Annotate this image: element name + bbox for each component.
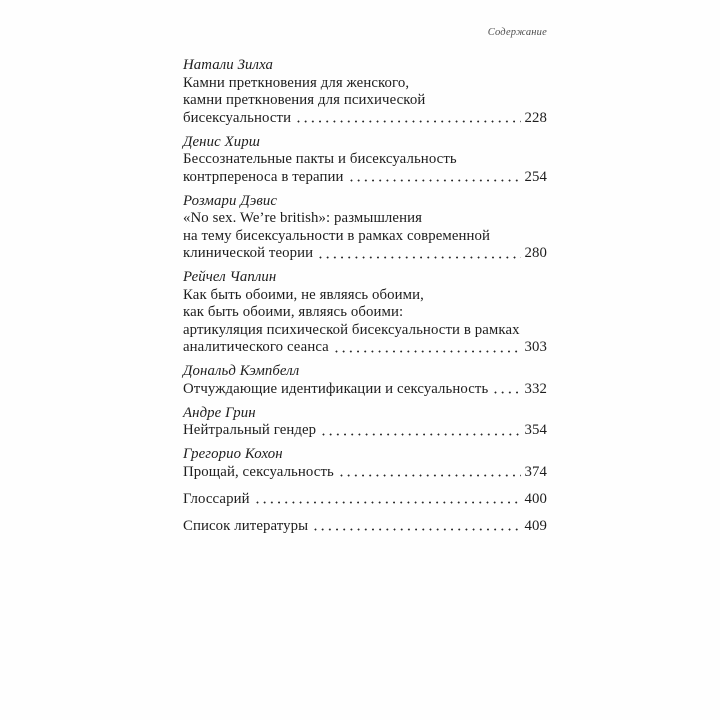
toc-entry: [183, 491, 547, 509]
toc-entry-author: Денис Хирш: [183, 133, 260, 150]
dot-leader: [319, 255, 520, 260]
toc-entry-line: Бессознательные пакты и бисексуальность: [183, 151, 457, 167]
toc-entry-line: Камни преткновения для женского,: [183, 74, 410, 91]
toc-entry-pagerow: [183, 422, 547, 440]
toc: [183, 57, 547, 542]
toc-entry: [183, 405, 547, 440]
toc-entry-line: Как быть обоими, не являясь обоими,: [183, 286, 424, 303]
toc-entry-pagerow: [183, 110, 547, 128]
toc-entry-line: на тему бисексуальности в рамках современной: [183, 227, 491, 244]
dot-leader: [494, 390, 520, 395]
toc-entry-lines: [183, 151, 547, 169]
running-header: Содержание: [487, 27, 547, 38]
toc-entry-author: Натали Зилха: [183, 57, 274, 73]
toc-entry: [183, 269, 547, 357]
dot-leader: [350, 178, 521, 183]
toc-entry-pagerow: [183, 381, 547, 399]
toc-entry: [183, 134, 547, 187]
toc-entry-pagerow: [183, 245, 547, 263]
toc-entry-author: Дональд Кэмпбелл: [183, 363, 300, 379]
toc-entry-pagerow: [183, 339, 547, 357]
toc-entry-line: как быть обоими, являясь обоими:: [183, 304, 404, 320]
toc-entry-author: Рейчел Чаплин: [183, 269, 277, 285]
toc-entry-page-number: 280: [524, 245, 547, 261]
toc-entry-pagerow: [183, 518, 547, 536]
toc-entry-lines: [183, 287, 547, 340]
toc-entry-page-number: 400: [524, 490, 547, 507]
toc-entry-lines: [183, 75, 547, 110]
toc-entry-title: контрпереноса в терапии: [183, 168, 344, 185]
dot-leader: [256, 500, 521, 505]
toc-entry-lines: [183, 210, 547, 245]
toc-entry-pagerow: [183, 169, 547, 187]
toc-entry-page-number: 254: [524, 168, 547, 185]
toc-entry-page-number: 374: [524, 463, 547, 480]
toc-entry-title: Прощай, сексуальность: [183, 463, 334, 480]
dot-leader: [335, 349, 521, 354]
toc-entry-page-number: 409: [524, 517, 547, 534]
toc-entry-author: Андре Грин: [183, 404, 256, 421]
dot-leader: [297, 119, 520, 124]
toc-entry-page-number: 303: [524, 339, 547, 355]
toc-entry: [183, 446, 547, 481]
toc-entry-page-number: 228: [524, 109, 547, 126]
dot-leader: [322, 432, 520, 437]
toc-entry-title: Отчуждающие идентификации и сексуальность: [183, 380, 489, 397]
toc-entry-title: Список литературы: [183, 517, 309, 534]
toc-entry-pagerow: [183, 464, 547, 482]
toc-entry-line: камни преткновения для психической: [183, 92, 426, 108]
toc-entry-title: бисексуальности: [183, 109, 292, 126]
toc-entry-page-number: 354: [524, 422, 547, 438]
toc-entry-author: Розмари Дэвис: [183, 192, 278, 209]
dot-leader: [340, 473, 521, 478]
toc-entry-line: «No sex. We’re british»: размышления: [183, 210, 423, 226]
toc-entry: [183, 363, 547, 398]
toc-entry: [183, 57, 547, 127]
toc-entry-author: Грегорио Кохон: [183, 446, 283, 462]
toc-entry-pagerow: [183, 491, 547, 509]
dot-leader: [314, 527, 520, 532]
toc-entry-title: клинической теории: [183, 245, 314, 261]
toc-entry-line: артикуляция психической бисексуальности в рамках: [183, 321, 520, 338]
toc-entry-title: аналитического сеанса: [183, 339, 329, 355]
toc-entry-page-number: 332: [524, 380, 547, 397]
toc-entry-title: Глоссарий: [183, 490, 250, 507]
toc-entry-title: Нейтральный гендер: [183, 422, 317, 438]
toc-entry: [183, 193, 547, 263]
toc-entry: [183, 518, 547, 536]
